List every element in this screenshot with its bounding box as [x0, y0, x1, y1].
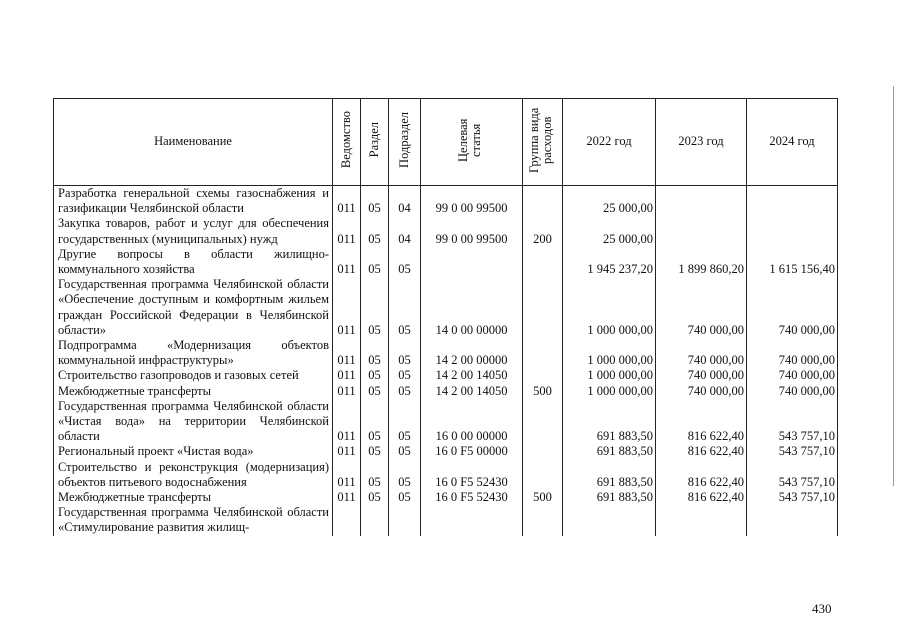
row-value-2024: 543 757,10: [747, 444, 838, 459]
row-podrazdel: [389, 505, 421, 535]
row-celevaya-statya: 16 0 00 00000: [421, 399, 523, 445]
table-body: [54, 186, 838, 536]
row-razdel: 05: [361, 338, 389, 368]
row-name: Межбюджетные трансферты: [54, 490, 333, 505]
row-name: Разработка генеральной схемы газоснабжения и газификации Челябинской области: [54, 186, 333, 217]
row-celevaya-statya: 99 0 00 99500: [421, 186, 523, 217]
row-vedomstvo: 011: [333, 368, 361, 383]
row-name: Строительство газопроводов и газовых сетей: [54, 368, 333, 383]
row-name: Строительство и реконструкция (модернизация) объектов питьевого водоснабжения: [54, 460, 333, 490]
row-value-2024: 740 000,00: [747, 368, 838, 383]
header-year-2024: 2024 год: [747, 99, 838, 186]
row-name: Межбюджетные трансферты: [54, 384, 333, 399]
row-podrazdel: 05: [389, 368, 421, 383]
row-podrazdel: 05: [389, 384, 421, 399]
row-razdel: 05: [361, 247, 389, 277]
row-podrazdel: 04: [389, 216, 421, 246]
table-header: [54, 99, 838, 186]
row-value-2023: [656, 505, 747, 535]
row-celevaya-statya: [421, 247, 523, 277]
scan-margin-line: [893, 86, 894, 486]
row-celevaya-statya: 14 0 00 00000: [421, 277, 523, 338]
row-vedomstvo: 011: [333, 338, 361, 368]
row-value-2022: 691 883,50: [563, 444, 656, 459]
row-razdel: 05: [361, 460, 389, 490]
header-podrazdel: Подраздел: [389, 99, 421, 186]
row-value-2022: [563, 505, 656, 535]
table-row: [54, 277, 838, 338]
row-gruppa: [523, 186, 563, 217]
row-podrazdel: 05: [389, 399, 421, 445]
row-value-2024: 543 757,10: [747, 460, 838, 490]
row-celevaya-statya: 99 0 00 99500: [421, 216, 523, 246]
table-row: [54, 368, 838, 383]
row-razdel: 05: [361, 216, 389, 246]
budget-table: [53, 98, 838, 536]
row-value-2022: 691 883,50: [563, 399, 656, 445]
row-value-2022: 691 883,50: [563, 490, 656, 505]
row-name: Государственная программа Челябинской области «Стимулирование развития жилищ-: [54, 505, 333, 535]
row-value-2022: 25 000,00: [563, 186, 656, 217]
row-value-2024: 1 615 156,40: [747, 247, 838, 277]
table-row: [54, 186, 838, 217]
row-gruppa: [523, 444, 563, 459]
row-value-2023: 740 000,00: [656, 384, 747, 399]
table-row: [54, 490, 838, 505]
row-razdel: 05: [361, 399, 389, 445]
row-podrazdel: 05: [389, 490, 421, 505]
row-value-2024: 543 757,10: [747, 399, 838, 445]
row-value-2024: 740 000,00: [747, 277, 838, 338]
row-celevaya-statya: 14 2 00 14050: [421, 368, 523, 383]
header-celevaya-statya: Целевая статья: [421, 99, 523, 186]
row-vedomstvo: 011: [333, 399, 361, 445]
row-podrazdel: 05: [389, 338, 421, 368]
page-number: 430: [812, 601, 832, 616]
row-value-2022: 1 000 000,00: [563, 338, 656, 368]
row-gruppa: [523, 338, 563, 368]
row-value-2023: 816 622,40: [656, 399, 747, 445]
header-year-2022: 2022 год: [563, 99, 656, 186]
row-celevaya-statya: 14 2 00 00000: [421, 338, 523, 368]
row-celevaya-statya: [421, 505, 523, 535]
row-razdel: [361, 505, 389, 535]
table-row: [54, 384, 838, 399]
table-row: [54, 399, 838, 445]
header-name: Наименование: [54, 99, 333, 186]
table-row: [54, 444, 838, 459]
row-name: Другие вопросы в области жилищно-коммунального хозяйства: [54, 247, 333, 277]
row-value-2023: 816 622,40: [656, 460, 747, 490]
row-value-2023: 740 000,00: [656, 368, 747, 383]
row-value-2023: 740 000,00: [656, 277, 747, 338]
row-gruppa: [523, 247, 563, 277]
row-value-2022: 1 000 000,00: [563, 368, 656, 383]
row-gruppa: [523, 368, 563, 383]
row-vedomstvo: 011: [333, 444, 361, 459]
header-vedomstvo: Ведомство: [333, 99, 361, 186]
row-value-2024: 740 000,00: [747, 338, 838, 368]
row-razdel: 05: [361, 444, 389, 459]
row-gruppa: [523, 460, 563, 490]
row-celevaya-statya: 16 0 F5 52430: [421, 460, 523, 490]
row-value-2023: 1 899 860,20: [656, 247, 747, 277]
table-row: [54, 216, 838, 246]
row-gruppa: 500: [523, 384, 563, 399]
row-value-2023: 740 000,00: [656, 338, 747, 368]
row-podrazdel: 05: [389, 444, 421, 459]
header-gruppa-vida-rashodov: Группа вида расходов: [523, 99, 563, 186]
row-vedomstvo: 011: [333, 460, 361, 490]
row-value-2022: 1 945 237,20: [563, 247, 656, 277]
row-vedomstvo: [333, 505, 361, 535]
row-value-2024: 740 000,00: [747, 384, 838, 399]
row-razdel: 05: [361, 277, 389, 338]
row-podrazdel: 05: [389, 460, 421, 490]
row-gruppa: [523, 505, 563, 535]
row-gruppa: [523, 277, 563, 338]
table-row: [54, 505, 838, 535]
row-name: Закупка товаров, работ и услуг для обеспечения государственных (муниципальных) нужд: [54, 216, 333, 246]
row-podrazdel: 04: [389, 186, 421, 217]
row-razdel: 05: [361, 384, 389, 399]
row-value-2024: [747, 216, 838, 246]
row-vedomstvo: 011: [333, 277, 361, 338]
header-year-2023: 2023 год: [656, 99, 747, 186]
row-razdel: 05: [361, 490, 389, 505]
row-name: Региональный проект «Чистая вода»: [54, 444, 333, 459]
row-gruppa: 500: [523, 490, 563, 505]
table-row: [54, 338, 838, 368]
row-value-2022: 1 000 000,00: [563, 384, 656, 399]
row-name: Государственная программа Челябинской области «Обеспечение доступным и комфортным жильем граждан Российской Федерации в Челябинской области»: [54, 277, 333, 338]
row-podrazdel: 05: [389, 247, 421, 277]
table-row: [54, 247, 838, 277]
row-vedomstvo: 011: [333, 186, 361, 217]
row-value-2023: [656, 186, 747, 217]
table-row: [54, 460, 838, 490]
row-value-2023: 816 622,40: [656, 444, 747, 459]
row-gruppa: 200: [523, 216, 563, 246]
row-podrazdel: 05: [389, 277, 421, 338]
row-value-2022: 25 000,00: [563, 216, 656, 246]
row-vedomstvo: 011: [333, 216, 361, 246]
row-value-2023: 816 622,40: [656, 490, 747, 505]
row-value-2022: 691 883,50: [563, 460, 656, 490]
row-gruppa: [523, 399, 563, 445]
row-razdel: 05: [361, 368, 389, 383]
row-vedomstvo: 011: [333, 384, 361, 399]
header-razdel: Раздел: [361, 99, 389, 186]
row-value-2022: 1 000 000,00: [563, 277, 656, 338]
row-celevaya-statya: 16 0 F5 00000: [421, 444, 523, 459]
row-name: Подпрограмма «Модернизация объектов коммунальной инфраструктуры»: [54, 338, 333, 368]
row-value-2024: 543 757,10: [747, 490, 838, 505]
row-value-2024: [747, 186, 838, 217]
row-value-2024: [747, 505, 838, 535]
row-vedomstvo: 011: [333, 247, 361, 277]
row-vedomstvo: 011: [333, 490, 361, 505]
row-celevaya-statya: 14 2 00 14050: [421, 384, 523, 399]
row-name: Государственная программа Челябинской области «Чистая вода» на территории Челябинской области: [54, 399, 333, 445]
row-value-2023: [656, 216, 747, 246]
row-razdel: 05: [361, 186, 389, 217]
row-celevaya-statya: 16 0 F5 52430: [421, 490, 523, 505]
